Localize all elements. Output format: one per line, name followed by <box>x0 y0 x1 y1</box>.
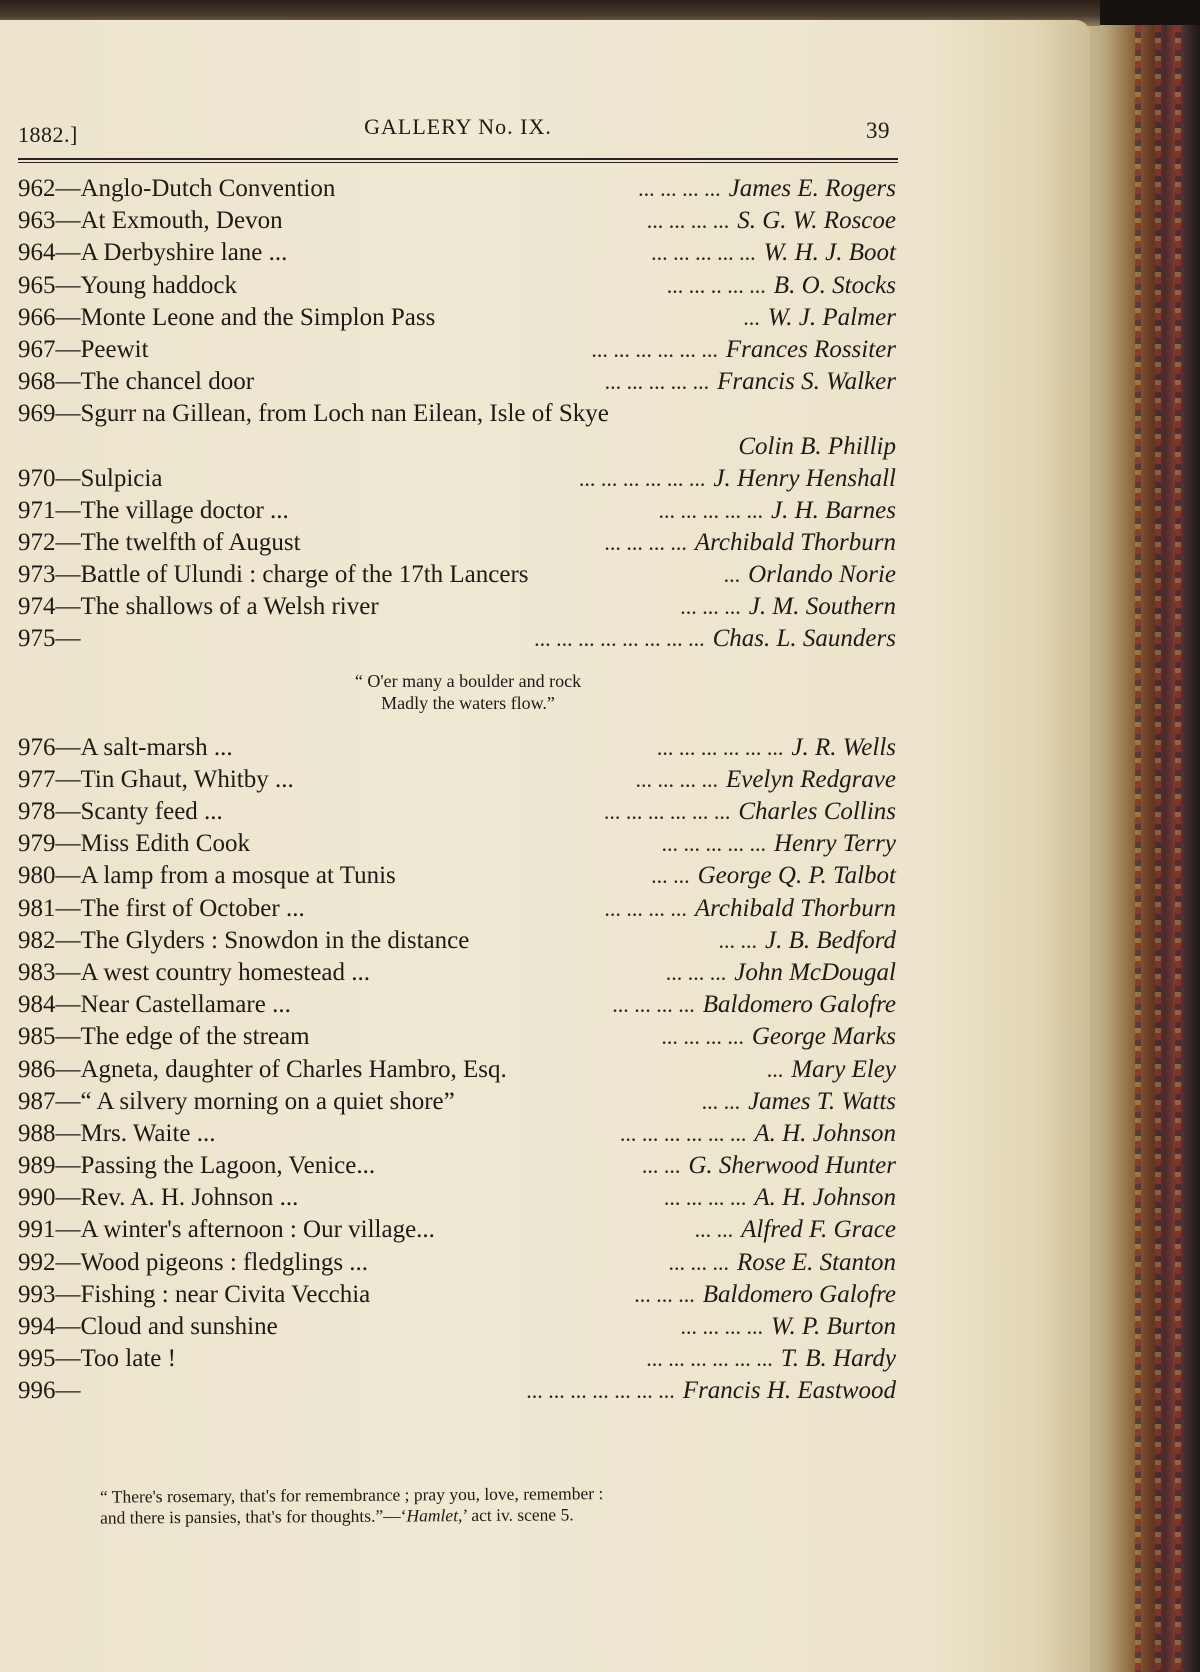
catalogue-entry <box>18 1054 898 1086</box>
catalogue-entry <box>18 925 898 957</box>
catalogue-entry <box>18 860 898 892</box>
entry-leader-dots: ... ... ... ... ... ... <box>656 734 784 760</box>
entry-title: 984—Near Castellamare ... <box>18 991 291 1019</box>
entry-leader-dots: ... ... ... <box>668 1249 729 1275</box>
entry-leader-dots: ... ... ... ... ... ... <box>591 336 718 362</box>
catalogue-entry <box>18 1247 898 1279</box>
entry-title: 979—Miss Edith Cook <box>18 830 250 858</box>
entry-leader-dots: ... ... ... ... ... ... <box>646 1346 773 1372</box>
entry-leader-dots: ... ... ... ... ... ... <box>603 799 731 824</box>
entry-leader-dots: ... ... ... ... ... <box>604 369 710 395</box>
entry-leader-dots: ... ... ... <box>634 1281 695 1307</box>
catalogue-entry <box>18 237 898 269</box>
entry-artist: Mary Eley <box>791 1055 896 1083</box>
entry-artist: A. H. Johnson <box>754 1119 896 1147</box>
entry-artist: J. R. Wells <box>791 733 896 761</box>
entry-artist: John McDougal <box>734 958 896 986</box>
catalogue-entry <box>18 366 898 398</box>
entry-title: 983—A west country homestead ... <box>18 958 371 986</box>
entry-title: 992—Wood pigeons : fledglings ... <box>18 1248 369 1276</box>
entry-leader-dots: ... ... ... ... <box>638 176 721 201</box>
entry-leader-dots: ... ... <box>651 863 690 889</box>
entry-leader-dots: ... ... ... ... ... ... <box>578 465 706 491</box>
entry-leader-dots: ... ... ... ... <box>663 1185 747 1211</box>
marbled-edge-stripe <box>1135 25 1141 1672</box>
header-gallery-title: GALLERY No. IX. <box>364 114 552 139</box>
entry-title: 981—The first of October ... <box>18 894 305 922</box>
catalogue-entry <box>18 527 898 559</box>
catalogue-entry <box>18 398 898 430</box>
quote-line: “ O'er many a boulder and rock <box>354 670 582 691</box>
running-head <box>18 108 898 147</box>
catalogue-entry <box>18 1311 898 1343</box>
entry-title: 985—The edge of the stream <box>18 1023 310 1051</box>
entry-title: 978—Scanty feed ... <box>18 798 223 825</box>
entry-title: 974—The shallows of a Welsh river <box>18 593 379 621</box>
catalogue-entry <box>18 989 898 1021</box>
catalogue-entry <box>18 1118 898 1150</box>
entries-group-1 <box>18 173 898 431</box>
catalogue-entry <box>18 1021 898 1053</box>
footnote-line-1: “ There's rosemary, that's for remembrance ; pray you, love, remember : <box>99 1483 604 1507</box>
catalogue-entry <box>18 302 898 334</box>
book-edge <box>1075 25 1200 1672</box>
entry-title: 962—Anglo-Dutch Convention <box>18 175 336 202</box>
catalogue-entry <box>18 764 898 796</box>
catalogue-entry <box>18 270 898 302</box>
entry-975-quotation <box>38 656 898 732</box>
catalogue-entry <box>18 463 898 495</box>
footnote-quotation <box>100 1481 860 1528</box>
entry-artist: J. Henry Henshall <box>713 464 896 492</box>
entry-artist: Alfred F. Grace <box>741 1216 896 1244</box>
page-number: 39 <box>866 118 890 143</box>
entry-title: 968—The chancel door <box>18 368 255 396</box>
entry-artist: Rose E. Stanton <box>736 1248 896 1276</box>
entry-leader-dots: ... ... ... ... <box>604 529 687 555</box>
catalogue-entry <box>18 334 898 366</box>
catalogue-entry <box>18 1343 898 1375</box>
entry-leader-dots: ... ... ... ... <box>646 208 730 234</box>
entry-title: 965—Young haddock <box>18 271 237 299</box>
entry-title: 991—A winter's afternoon : Our village... <box>18 1216 435 1244</box>
entry-artist: Charles Collins <box>738 798 896 825</box>
entry-leader-dots: ... ... ... ... ... <box>661 831 766 857</box>
catalogue-entry <box>18 495 898 527</box>
entry-artist: James T. Watts <box>748 1087 896 1115</box>
entry-artist: W. J. Palmer <box>767 303 896 331</box>
entries-group-2 <box>18 463 898 656</box>
entry-title: 972—The twelfth of August <box>18 528 301 556</box>
entry-leader-dots: ... ... ... ... <box>635 766 718 792</box>
entry-artist: Frances Rossiter <box>725 335 896 363</box>
marbled-edge-stripe <box>1155 25 1161 1672</box>
entry-artist: Archibald Thorburn <box>694 894 896 922</box>
entry-leader-dots: ... ... ... ... ... ... ... <box>526 1378 675 1404</box>
entry-artist: J. H. Barnes <box>771 496 896 524</box>
entry-title: 982—The Glyders : Snowdon in the distance <box>18 926 470 954</box>
entry-title: 971—The village doctor ... <box>18 496 289 524</box>
entry-artist: Baldomero Galofre <box>702 1280 896 1308</box>
entry-artist: George Marks <box>751 1023 896 1051</box>
entry-leader-dots: ... ... ... ... <box>604 895 687 921</box>
catalogue-entry <box>18 1375 898 1407</box>
entry-leader-dots: ... ... ... ... ... ... <box>619 1120 747 1146</box>
catalogue-entry <box>18 1086 898 1118</box>
entry-leader-dots: ... ... ... ... <box>680 1314 763 1339</box>
entry-artist: T. B. Hardy <box>780 1345 896 1373</box>
catalogue-entry <box>18 957 898 989</box>
entry-artist: A. H. Johnson <box>754 1184 896 1212</box>
catalogue-entry <box>18 1214 898 1246</box>
entry-title: 993—Fishing : near Civita Vecchia <box>18 1280 371 1308</box>
entry-leader-dots: ... ... <box>701 1088 741 1114</box>
header-double-rule <box>18 158 898 163</box>
entry-artist: Francis H. Eastwood <box>682 1377 896 1405</box>
footnote-text: and there is pansies, that's for thoughts.”—‘ <box>100 1505 407 1528</box>
catalogue-entry <box>18 559 898 591</box>
entries-group-3 <box>18 732 898 1408</box>
entry-title: 986—Agneta, daughter of Charles Hambro, Esq. <box>18 1055 507 1083</box>
entry-artist: J. B. Bedford <box>765 926 896 954</box>
entry-artist: S. G. W. Roscoe <box>737 207 896 235</box>
entry-title: 995—Too late ! <box>18 1345 176 1373</box>
catalogue-entries <box>18 173 898 1408</box>
catalogue-entry <box>18 591 898 623</box>
entry-title: 977—Tin Ghaut, Whitby ... <box>18 765 294 793</box>
entry-leader-dots: ... ... ... ... <box>661 1024 744 1050</box>
entry-title: 967—Peewit <box>18 335 149 363</box>
entry-leader-dots: ... ... ... ... ... ... ... ... <box>534 626 705 652</box>
entry-title: 994—Cloud and sunshine <box>18 1313 278 1340</box>
catalogue-entry <box>18 623 898 655</box>
entry-artist: George Q. P. Talbot <box>697 862 896 890</box>
entry-leader-dots: ... <box>723 562 741 588</box>
entry-artist: Baldomero Galofre <box>702 991 896 1019</box>
catalogue-entry <box>18 173 898 205</box>
entry-title: 987—“ A silvery morning on a quiet shore” <box>18 1087 455 1115</box>
entry-title: 973—Battle of Ulundi : charge of the 17th Lancers <box>18 561 529 589</box>
entry-title: 996— <box>18 1377 81 1405</box>
entry-leader-dots: ... ... ... <box>665 959 727 985</box>
catalogue-entry <box>18 1182 898 1214</box>
catalogue-entry <box>18 796 898 828</box>
header-year: 1882.] <box>18 122 78 147</box>
entry-artist: James E. Rogers <box>728 175 896 202</box>
entry-title: 988—Mrs. Waite ... <box>18 1119 216 1147</box>
entry-artist: J. M. Southern <box>748 593 896 621</box>
entry-artist: Orlando Norie <box>748 561 896 589</box>
entry-title: 989—Passing the Lagoon, Venice... <box>18 1152 376 1180</box>
entry-leader-dots: ... ... <box>718 927 758 953</box>
entry-artist: B. O. Stocks <box>773 271 896 299</box>
entry-title: 963—At Exmouth, Devon <box>18 207 283 235</box>
entry-969-artist-line <box>18 431 898 463</box>
catalogue-entry <box>18 1150 898 1182</box>
entry-title: 990—Rev. A. H. Johnson ... <box>18 1184 299 1212</box>
entry-leader-dots: ... ... ... ... <box>612 992 695 1018</box>
page-content <box>18 108 898 1408</box>
entry-artist: Colin B. Phillip <box>738 432 896 460</box>
entry-title: 975— <box>18 625 81 653</box>
entry-artist: Archibald Thorburn <box>694 528 896 556</box>
entry-leader-dots: ... <box>766 1056 784 1082</box>
catalogue-entry <box>18 205 898 237</box>
catalogue-entry <box>18 893 898 925</box>
entry-artist: W. H. J. Boot <box>763 239 896 267</box>
entry-title: 980—A lamp from a mosque at Tunis <box>18 862 396 890</box>
entry-artist: Evelyn Redgrave <box>725 765 896 793</box>
entry-leader-dots: ... ... ... <box>680 594 741 620</box>
entry-artist: W. P. Burton <box>770 1313 896 1340</box>
entry-artist: G. Sherwood Hunter <box>688 1152 896 1180</box>
entry-title: 966—Monte Leone and the Simplon Pass <box>18 303 436 331</box>
entry-title: 969—Sgurr na Gillean, from Loch nan Eilean, Isle of Skye <box>18 400 609 428</box>
entry-leader-dots: ... <box>743 304 760 330</box>
entry-leader-dots: ... ... <box>694 1217 734 1243</box>
quote-line: Madly the waters flow.” <box>381 692 555 713</box>
footnote-play-title: Hamlet, <box>406 1505 463 1526</box>
entry-title: 970—Sulpicia <box>18 464 163 492</box>
catalogue-entry <box>18 828 898 860</box>
entry-title: 964—A Derbyshire lane ... <box>18 239 288 267</box>
entry-title: 976—A salt-marsh ... <box>18 733 233 761</box>
catalogue-entry <box>18 1279 898 1311</box>
entry-artist: Chas. L. Saunders <box>712 625 896 653</box>
entry-leader-dots: ... ... <box>641 1153 681 1179</box>
entry-artist: Francis S. Walker <box>717 368 896 396</box>
entry-leader-dots: ... ... ... ... ... <box>658 497 764 523</box>
catalogue-entry <box>18 732 898 764</box>
entry-leader-dots: ... ... ... ... ... <box>651 240 756 266</box>
entry-leader-dots: ... ... .. ... ... <box>666 272 766 298</box>
marbled-edge-stripe <box>1175 25 1181 1672</box>
footnote-citation: ’ act iv. scene 5. <box>462 1504 574 1526</box>
entry-artist: Henry Terry <box>774 830 896 858</box>
